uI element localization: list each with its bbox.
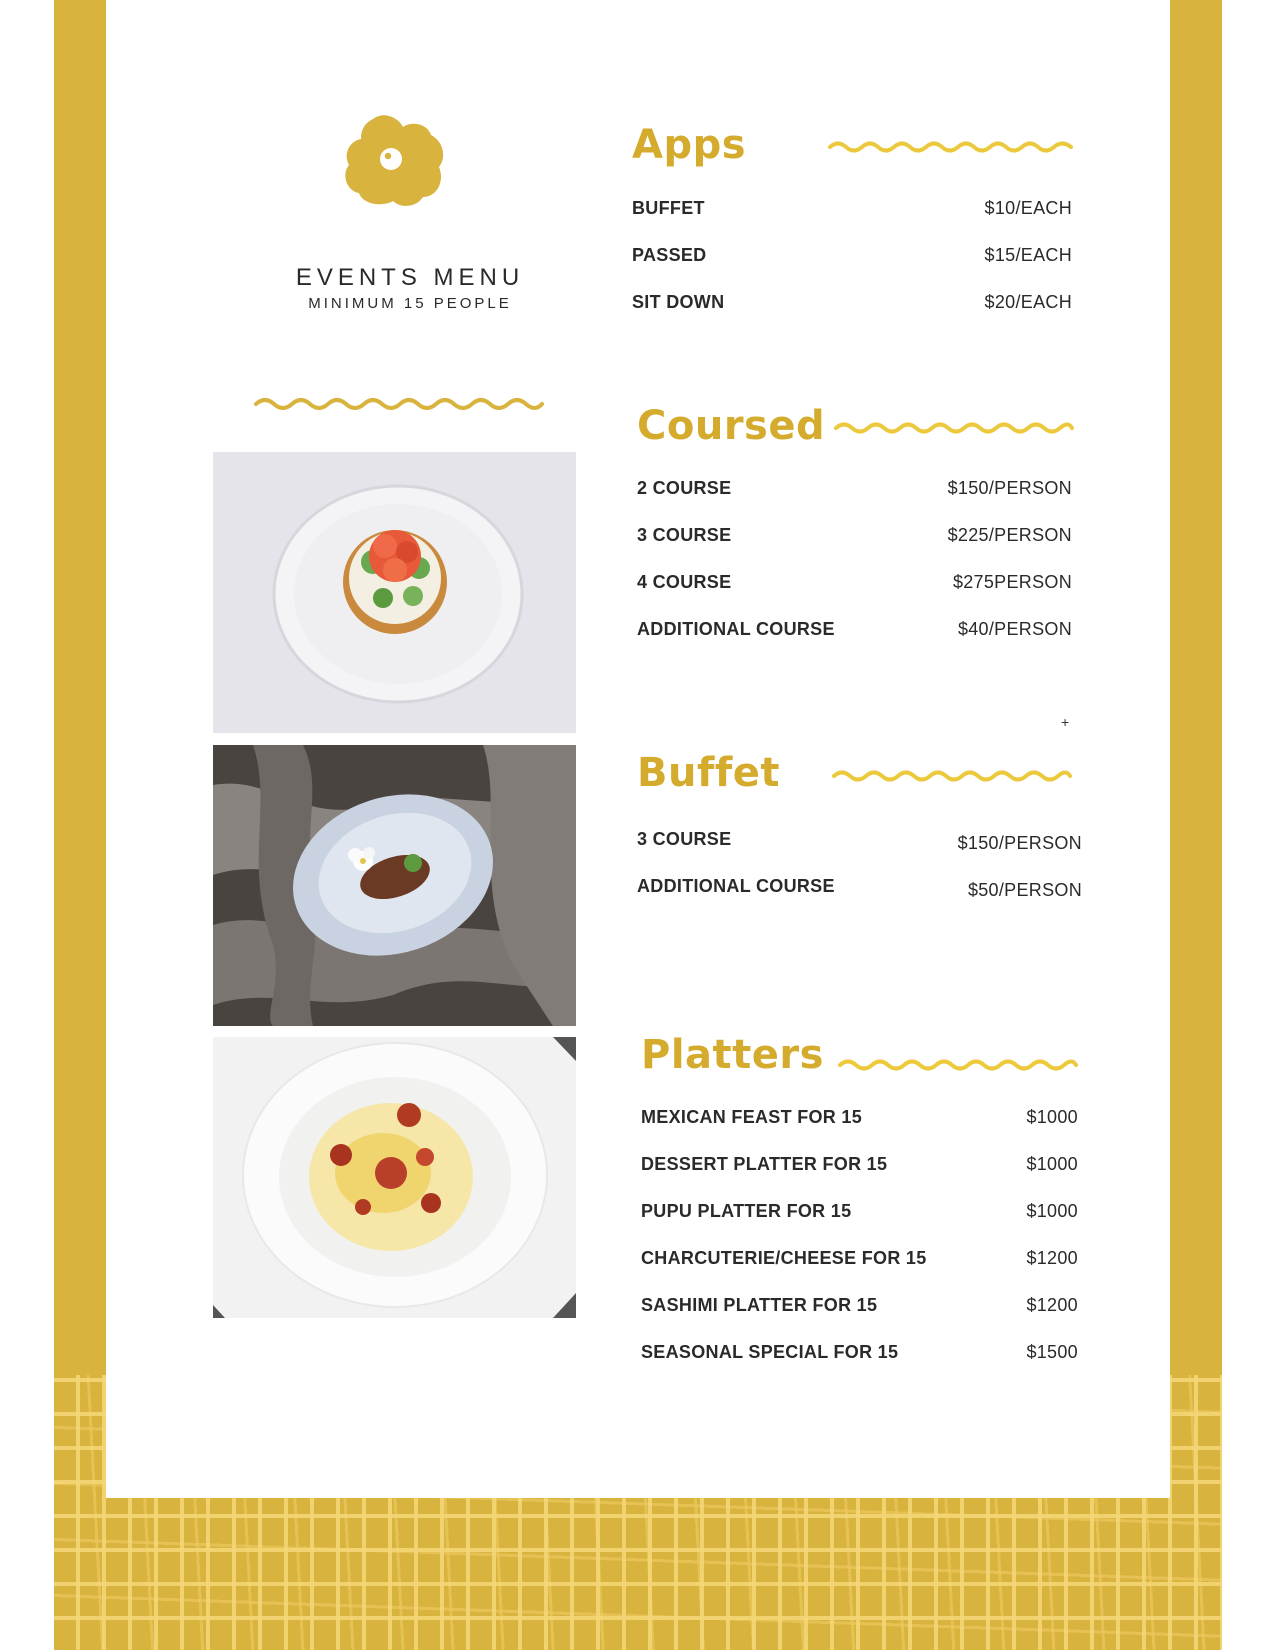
menu-row [641,1338,1078,1366]
squiggle-divider-left [254,396,544,412]
item-name: DESSERT PLATTER FOR 15 [641,1154,888,1174]
item-name: 3 COURSE [637,829,732,849]
squiggle-divider-platters [838,1057,1078,1073]
page-title: EVENTS MENU [295,264,525,291]
menu-row [637,615,1072,643]
menu-row [641,1103,1078,1131]
fried-egg-icon [343,113,447,209]
squiggle-divider-coursed [834,420,1074,436]
menu-row [637,872,1082,900]
menu-row [637,521,1072,549]
plus-mark: + [1061,714,1070,730]
section-title-platters: Platters [641,1032,824,1078]
item-price: $1000 [1026,1154,1078,1174]
menu-row [637,825,1082,853]
item-price: $10/EACH [984,198,1072,218]
item-name: 4 COURSE [637,572,732,592]
item-price: $15/EACH [984,245,1072,265]
item-name: SASHIMI PLATTER FOR 15 [641,1295,878,1315]
item-name: SEASONAL SPECIAL FOR 15 [641,1342,899,1362]
item-price: $1200 [1026,1248,1078,1268]
section-title-coursed: Coursed [637,403,826,449]
item-name: 2 COURSE [637,478,732,498]
item-price: $275PERSON [952,572,1072,592]
item-name: PASSED [632,245,707,265]
menu-row [637,474,1072,502]
menu-row [641,1291,1078,1319]
item-price: $1200 [1026,1295,1078,1315]
menu-row [632,194,1072,222]
item-price: $1000 [1026,1201,1078,1221]
menu-row [641,1244,1078,1272]
section-title-apps: Apps [632,122,747,168]
squiggle-divider-apps [828,139,1073,155]
menu-row [632,288,1072,316]
menu-row [637,568,1072,596]
item-price: $225/PERSON [947,525,1072,545]
item-price: $1500 [1026,1342,1078,1362]
item-name: MEXICAN FEAST FOR 15 [641,1107,863,1127]
item-price: $150/PERSON [957,833,1082,853]
item-name: ADDITIONAL COURSE [637,876,835,896]
menu-row [632,241,1072,269]
item-name: BUFFET [632,198,705,218]
item-name: 3 COURSE [637,525,732,545]
menu-row [641,1150,1078,1178]
item-price: $150/PERSON [947,478,1072,498]
item-name: ADDITIONAL COURSE [637,619,835,639]
food-photo-salmon [213,452,576,733]
item-name: CHARCUTERIE/CHEESE FOR 15 [641,1248,927,1268]
food-photo-skewer [213,745,576,1026]
food-photo-pasta [213,1037,576,1318]
item-price: $40/PERSON [957,619,1072,639]
page-subtitle: MINIMUM 15 PEOPLE [308,295,512,312]
item-price: $50/PERSON [967,880,1082,900]
squiggle-divider-buffet [832,768,1072,784]
item-price: $1000 [1026,1107,1078,1127]
item-name: SIT DOWN [632,292,725,312]
menu-row [641,1197,1078,1225]
item-name: PUPU PLATTER FOR 15 [641,1201,852,1221]
section-title-buffet: Buffet [637,750,781,796]
item-price: $20/EACH [984,292,1072,312]
